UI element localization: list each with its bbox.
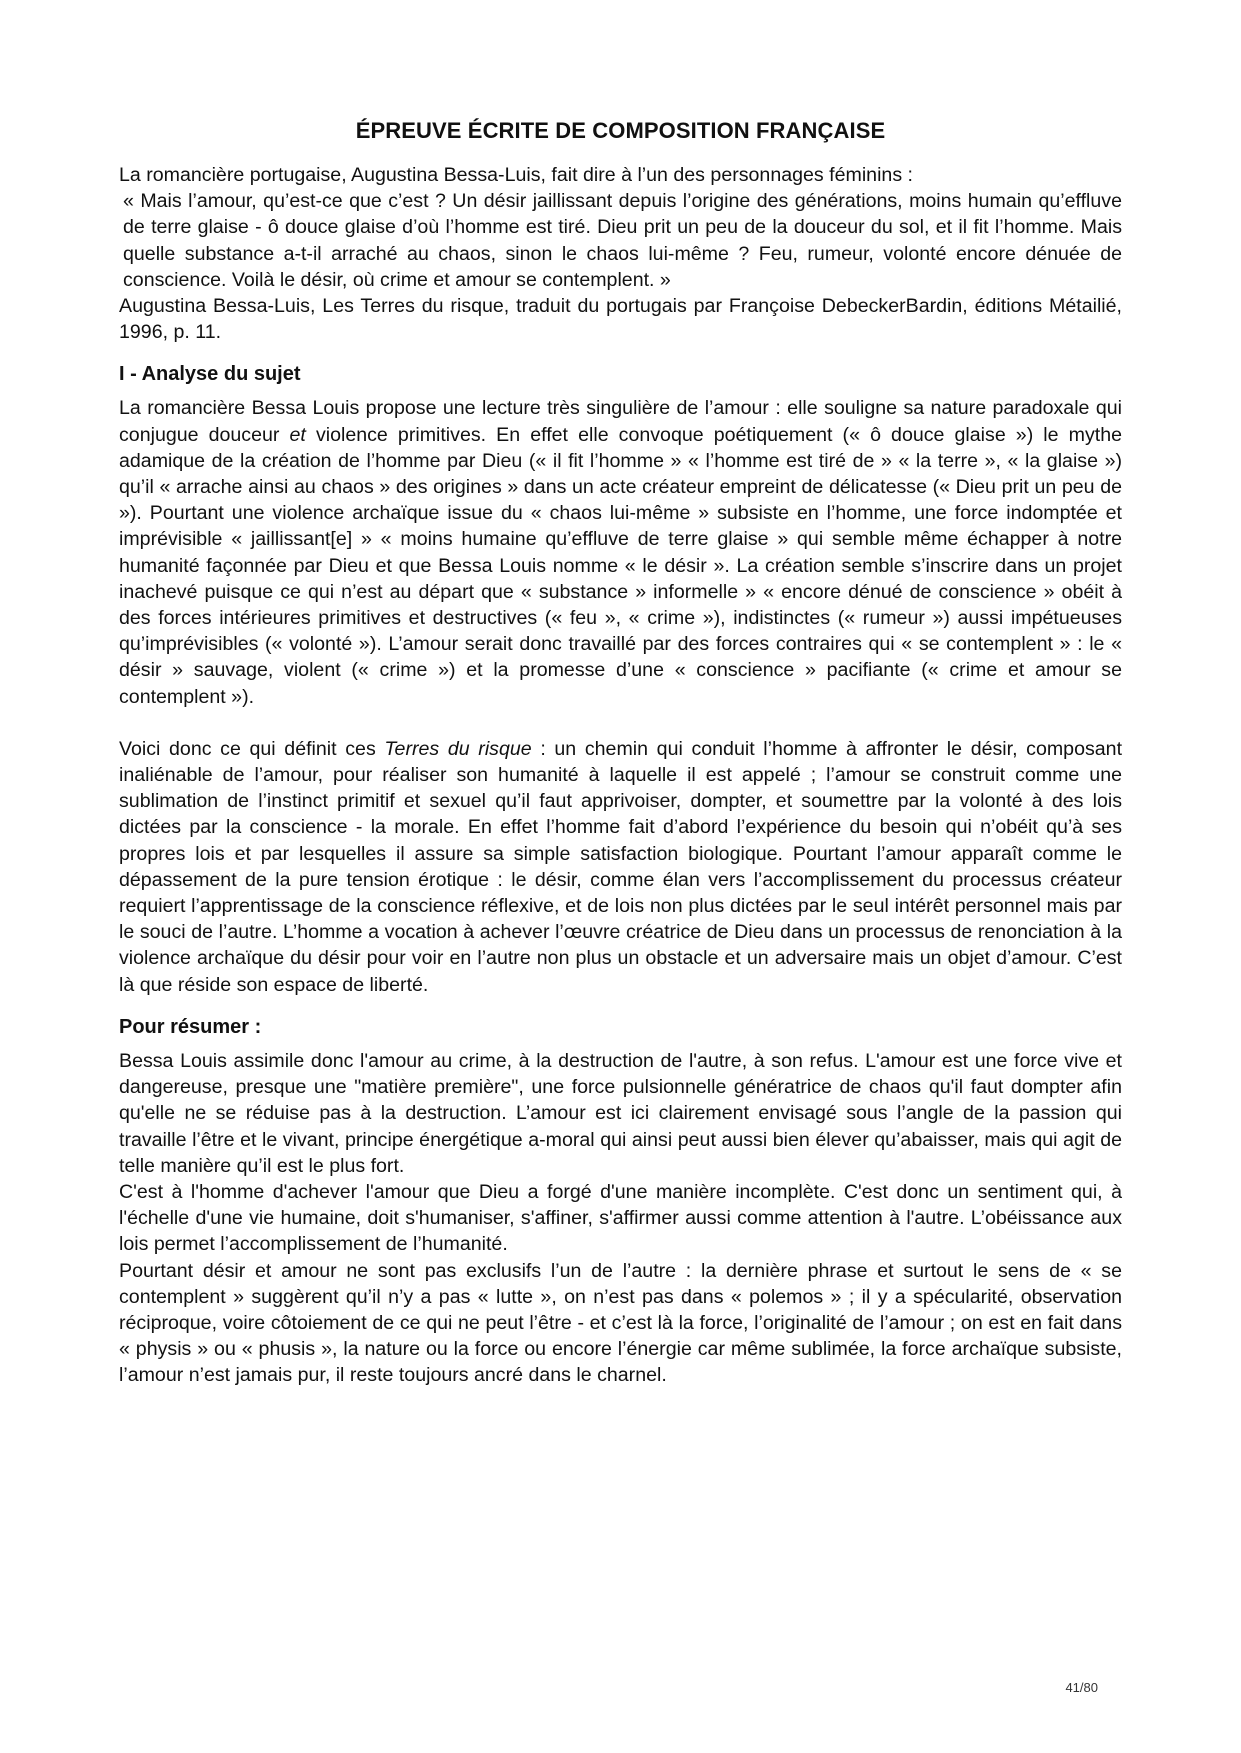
intro-lead: La romancière portugaise, Augustina Bessa-Luis, fait dire à l’un des personnages féminins :	[119, 164, 914, 186]
document-title: ÉPREUVE ÉCRITE DE COMPOSITION FRANÇAISE	[355, 118, 886, 143]
intro-quote: « Mais l’amour, qu’est-ce que c’est ? Un désir jaillissant depuis l’origine des générations, moins humain qu’effluve de terre glaise - ô douce glaise d’où l’homme est tiré. Dieu prit un peu de la douceur du sol, et il fit l’homme. Mais quelle substance a-t-il arraché au chaos, sinon le chaos lui-même ? Feu, rumeur, volonté encore dénuée de conscience. Voilà le désir, où crime et amour se contemplent. »	[123, 190, 1122, 291]
analyse-p2-text-a: Voici donc ce qui définit ces	[119, 737, 385, 760]
analyse-p1-text-a: La romancière Bessa Louis propose une lecture très singulière de l’amour : elle souligne sa nature paradoxale qui conjugue douceur	[119, 397, 1122, 446]
analyse-paragraph-1	[119, 395, 1122, 709]
analyse-p2-emphasis: Terres du risque	[384, 737, 532, 760]
section-heading-analyse: I - Analyse du sujet	[119, 363, 301, 386]
analyse-p2-text-b: : un chemin qui conduit l’homme à affronter le désir, composant inaliénable de l’amour, pour réaliser son humanité à laquelle il est appelé ; l’amour se construit comme une sublimation de l’instinct primitif et sexuel qu’il faut apprivoiser, dompter, et soumettre par la volonté à des lois dictées par la conscience - la morale. En effet l’homme fait d’abord l’expérience du besoin qui n’obéit qu’à ses propres lois et par lesquelles il assure sa simple satisfaction biologique. Pourtant l’amour apparaît comme le dépassement de la pure tension érotique : le désir, comme élan vers l’accomplissement du processus créateur requiert l’apprentissage de la conscience réflexive, et de lois non plus dictées par le seul intérêt personnel mais par le souci de l’autre. L’homme a vocation à achever l’œuvre créatrice de Dieu dans un processus de renonciation à la violence archaïque du désir pour voir en l’autre non plus un obstacle et un adversaire mais un objet d’amour. C’est là que réside son espace de liberté.	[119, 737, 1123, 996]
analyse-p1-emphasis: et	[289, 423, 306, 446]
section-heading-resume: Pour résumer :	[119, 1015, 262, 1038]
analyse-p1-text-b: violence primitives. En effet elle convoque poétiquement (« ô douce glaise ») le mythe adamique de la création de l’homme par Dieu (« il fit l’homme » « l’homme est tiré de » « la terre », « la glaise ») qu’il « arrache ainsi au chaos » des origines » dans un acte créateur empreint de délicatesse (« Dieu prit un peu de »). Pourtant une violence archaïque issue du « chaos lui-même » subsiste en l’homme, une force indomptée et imprévisible « jaillissant[e] » « moins humaine qu’effluve de terre glaise » qui semble même échapper à notre humanité façonnée par Dieu et que Bessa Louis nomme « le désir ». La création semble s’inscrire dans un projet inachevé puisque ce qui n’est au départ que « substance » informelle » « encore dénué de conscience » obéit à des forces intérieures primitives et destructives (« feu », « crime »), indistinctes (« rumeur ») aussi impétueuses qu’imprévisibles (« volonté »). L’amour serait donc travaillé par des forces contraires qui « se contemplent » : le « désir » sauvage, violent (« crime ») et la promesse d’une « conscience » pacifiante (« crime et amour se contemplent »).	[119, 423, 1122, 708]
document-page	[119, 118, 1122, 1389]
analyse-paragraph-2	[119, 736, 1122, 998]
resume-paragraph-3: Pourtant désir et amour ne sont pas exclusifs l’un de l’autre : la dernière phrase et surtout le sens de « se contemplent » suggèrent qu’il n’y a pas « lutte », on n’est pas dans « polemos » ; il y a spécularité, observation réciproque, voire côtoiement de ce qui ne peut l’être - et c’est là la force, l’originalité de l’amour ; on est en fait dans « physis » ou « phusis », la nature ou la force ou encore l’énergie car même sublimée, la force archaïque subsiste, l’amour n’est jamais pur, il reste toujours ancré dans le charnel.	[119, 1259, 1122, 1387]
resume-paragraph-2: C'est à l'homme d'achever l'amour que Dieu a forgé d'une manière incomplète. C'est donc un sentiment qui, à l'échelle d'une vie humaine, doit s'humaniser, s'affiner, s'affirmer aussi comme attention à l'autre. L’obéissance aux lois permet l’accomplissement de l’humanité.	[119, 1180, 1122, 1256]
intro-citation: Augustina Bessa-Luis, Les Terres du risque, traduit du portugais par Françoise DebeckerBardin, éditions Métailié, 1996, p. 11.	[119, 295, 1122, 344]
resume-paragraph-1: Bessa Louis assimile donc l'amour au crime, à la destruction de l'autre, à son refus. L'amour est une force vive et dangereuse, presque une "matière première", une force pulsionnelle génératrice de chaos qu'il faut dompter afin qu'elle ne se réduise pas à la destruction. L’amour est ici clairement envisagé sous l’angle de la passion qui travaille l’être et le vivant, principe énergétique a-moral qui ainsi peut aussi bien élever qu’abaisser, mais qui agit de telle manière qu’il est le plus fort.	[119, 1049, 1122, 1177]
page-number: 41/80	[1065, 1680, 1098, 1695]
